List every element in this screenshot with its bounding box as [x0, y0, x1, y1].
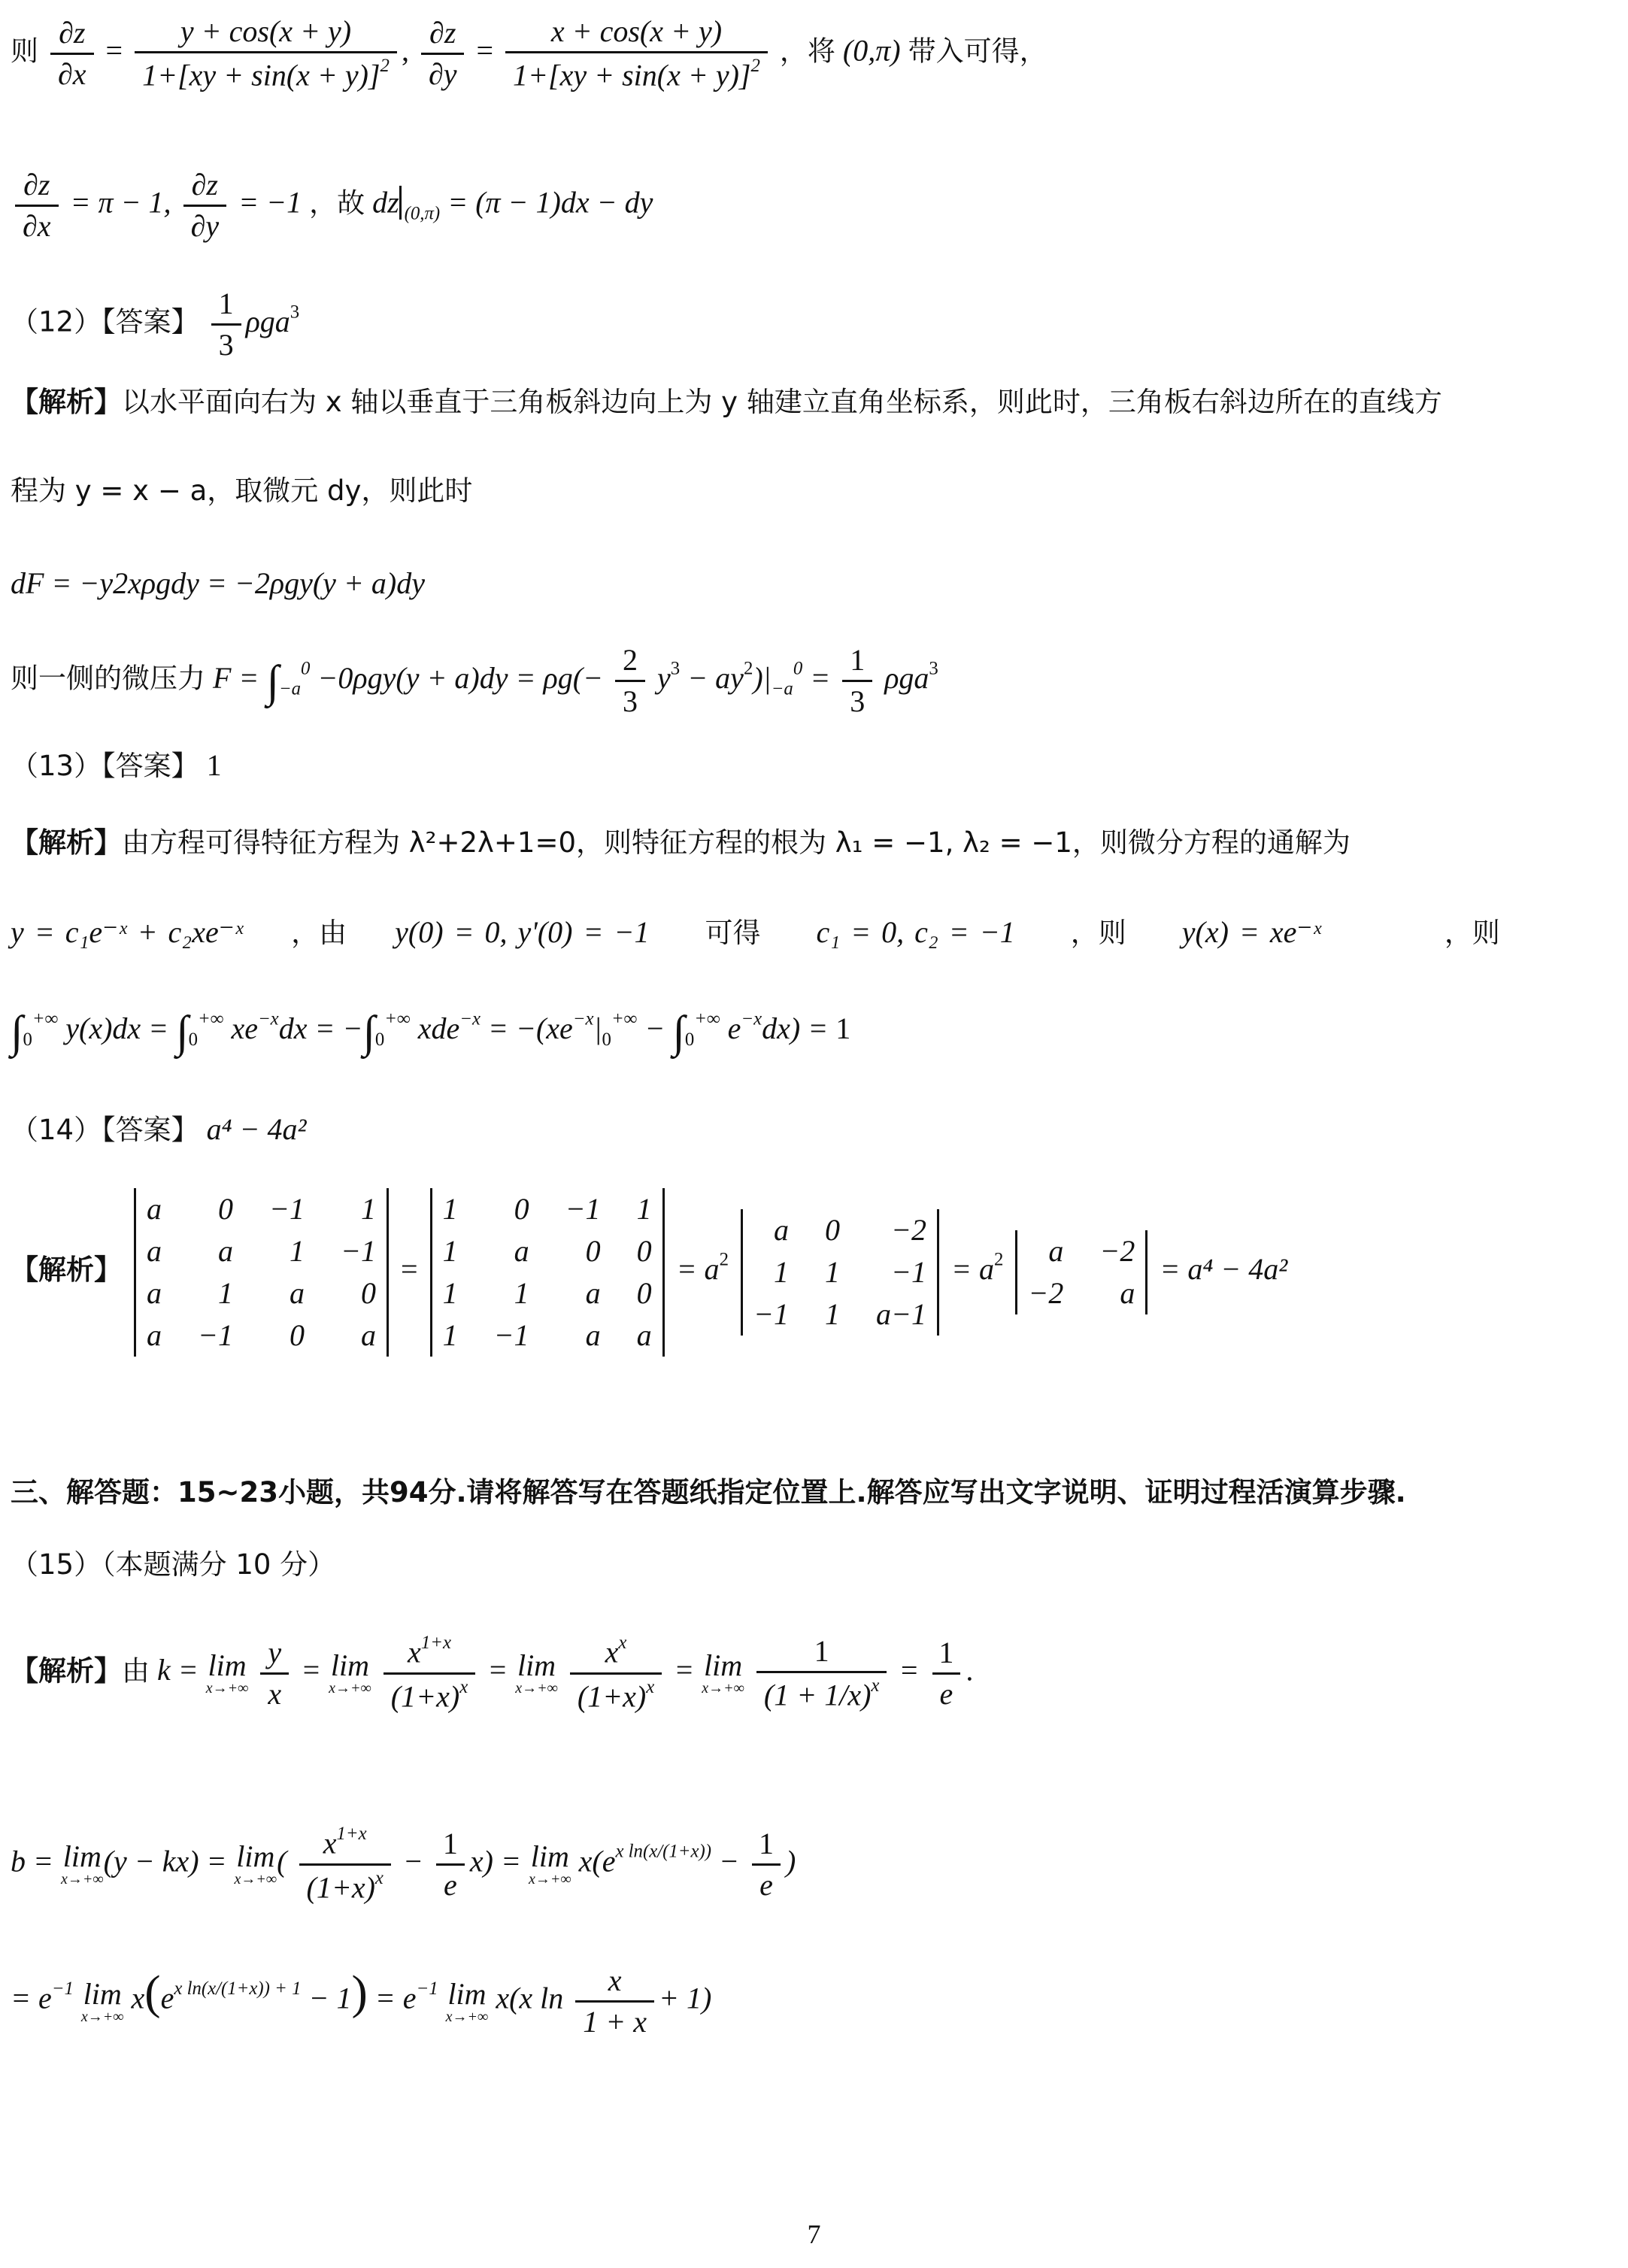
matrix-cell: −1 [890, 1255, 926, 1289]
result-2: = −1 [238, 185, 302, 220]
s13-text-1: 由方程可得特征方程为 λ²+2λ+1=0，则特征方程的根为 λ₁ = −1, λ₂ = −1，则微分方程的通解为 [122, 826, 1351, 859]
partial-y-frac: $\frac{x + \cos(x + y)}{1+[xy + \sin(x + y)]^2}$ [505, 14, 768, 94]
matrix-cell: a [1048, 1234, 1064, 1268]
dz-at: (0,π) [404, 203, 441, 224]
matrix-cell: a [147, 1318, 162, 1352]
dF-equation: dF = −y2xρgdy = −2ρgy(y + a)dy [11, 566, 425, 600]
s13-integral-line: $\int_0^{+\infty}$ $y(x)dx = \int_0^{+\infty}$ $xe^{-x}dx = -\int_0^{+\infty}$ $xde^{-x} = -(xe^{-x}|_0^{+\infty} - \int_0^{+\infty}$ $e^{-x}dx) = 1$ [11, 1007, 851, 1057]
matrix-cell: a [147, 1234, 162, 1268]
matrix-cell: 0 [290, 1318, 305, 1352]
initial-conditions: y(0) = 0, y'(0) = −1 [395, 915, 650, 949]
s15-b-line: b = lim x→+∞ (y − kx) = lim x→+∞ ( $\frac{x^{1+x}}{(1+x)^x}$ − $\frac{1}{e}$ x) = lim x→+∞ $x(e^{x ln(x/(1+x))}$ − $\frac{1}{e}$ ) [11, 1824, 796, 1905]
s12-analysis-text-2: 程为 y = x − a，取微元 dy，则此时 [11, 475, 473, 507]
matrix-cell: −1 [341, 1234, 376, 1268]
section-3-heading [11, 1474, 1406, 1510]
s12-analysis-text: 以水平面向右为 x 轴以垂直于三角板斜边向上为 y 轴建立直角坐标系，则此时，三角板右斜边所在的直线方 [122, 386, 1442, 418]
s15-analysis-label: 【解析】 [11, 1654, 122, 1687]
heading-text: 三、解答题：15~23小题，共94分.请将解答写在答题纸指定位置上.解答应写出文字说明、证明过程活演算步骤. [11, 1476, 1406, 1508]
matrix-cell: a [514, 1234, 529, 1268]
matrix-cell: a [218, 1234, 233, 1268]
matrix-cell: 1 [824, 1297, 840, 1331]
s14-answer: a⁴ − 4a² [206, 1112, 307, 1146]
dz-dx-frac: $\frac{\partial z}{\partial x}$ [50, 15, 94, 92]
matrix-cell: a [585, 1318, 601, 1352]
matrix-cell: 1 [773, 1255, 789, 1289]
gu-text: ，故 [309, 186, 365, 220]
s15-k-line: 【解析】由 k = lim x→+∞ $\frac{y}{x}$ = lim x→+∞ $\frac{x^{1+x}}{(1+x)^x}$ = lim x→+∞ $\frac{x^x}{(1+x)^x}$ = lim x→+∞ $\frac{1}{(1 + 1/x)^x}$ = $\frac{1}{e}$ . [11, 1633, 974, 1714]
point-text: (0,π) [842, 33, 901, 68]
matrix-cell: a [1120, 1276, 1135, 1310]
dz-lhs: dz [372, 185, 399, 220]
determinant-2 [430, 1188, 665, 1357]
s13-answer: 1 [206, 748, 222, 782]
matrix-cell: 1 [824, 1255, 840, 1289]
force-text: 则一侧的微压力 [11, 662, 205, 695]
dz-rhs: = (π − 1)dx − dy [447, 185, 653, 220]
matrix-cell: 1 [218, 1276, 233, 1310]
dz-dy-frac-2: $\frac{\partial z}{\partial y}$ [183, 167, 227, 244]
matrix-cell: 1 [514, 1276, 529, 1310]
matrix-cell: a [290, 1276, 305, 1310]
matrix-cell: −1 [269, 1192, 305, 1226]
s12-analysis-label: 【解析】 [11, 386, 122, 418]
matrix-cell: 1 [636, 1192, 652, 1226]
s12-answer-line: （12）【答案】 $\frac{1}{3}$ ρga$^3$ [11, 287, 300, 362]
matrix-cell: 1 [442, 1318, 458, 1352]
s14-answer-line [11, 1111, 306, 1148]
constants: c₁ = 0, c₂ = −1 [816, 915, 1015, 949]
page-number: 7 [807, 2219, 821, 2249]
obtain-text: 带入可得， [908, 35, 1047, 68]
one-third-frac-2: $\frac{1}{3}$ [842, 642, 872, 720]
s11-line-2 [11, 167, 653, 244]
can-get-text: 可得 [705, 917, 761, 949]
s11-line-1: 则 $\frac{\partial z}{\partial x}$ = $\frac{y + \cos(x + y)}{1+[xy + \sin(x + y)]^2}$ , $\frac{\partial z}{\partial y}$ = $\frac{x + \cos(x + y)}{1+[xy + \sin(x + y)]^2}$ ，将 (0,π) 带入可得， [11, 14, 1047, 92]
two-thirds-frac: $\frac{2}{3}$ [615, 642, 645, 720]
matrix-cell: −1 [493, 1318, 529, 1352]
s12-dF-line [11, 565, 425, 602]
matrix-cell: a [636, 1318, 652, 1352]
determinant-3 [741, 1209, 939, 1336]
matrix-cell: a [773, 1213, 789, 1247]
then-text-2: ，则 [1444, 917, 1500, 949]
s14-label: （14）【答案】 [11, 1114, 199, 1146]
matrix-cell: −2 [890, 1213, 926, 1247]
particular-solution: y(x) = xe⁻ˣ [1181, 915, 1321, 949]
s12-analysis-line-2 [11, 472, 472, 508]
matrix-cell: −2 [1028, 1276, 1064, 1310]
s13-analysis-label: 【解析】 [11, 826, 122, 859]
dz-dx-frac-2: $\frac{\partial z}{\partial x}$ [15, 167, 59, 244]
s12-analysis-line-1 [11, 384, 1442, 420]
by-text: ，由 [291, 917, 347, 949]
s13-analysis-line [11, 824, 1351, 860]
matrix-cell: 0 [361, 1276, 376, 1310]
matrix-cell: 0 [636, 1234, 652, 1268]
s15-label-line [11, 1546, 335, 1582]
s15-final-line: = $e^{-1}$ lim x→+∞ $x(e^{x ln(x/(1+x)) + 1} - 1) = e^{-1}$ lim x→+∞ x(x ln $\frac{x}{1 + x}$ + 1) [11, 1963, 712, 2039]
matrix-cell: 1 [442, 1234, 458, 1268]
matrix-cell: 1 [361, 1192, 376, 1226]
matrix-cell: 0 [636, 1276, 652, 1310]
determinant-1 [134, 1188, 389, 1357]
matrix-cell: −1 [753, 1297, 789, 1331]
matrix-cell: 1 [442, 1276, 458, 1310]
matrix-cell: 0 [218, 1192, 233, 1226]
then-text: ，则 [1070, 917, 1126, 949]
matrix-cell: 0 [514, 1192, 529, 1226]
matrix-cell: a [147, 1192, 162, 1226]
matrix-cell: 1 [442, 1192, 458, 1226]
matrix-cell: −1 [565, 1192, 601, 1226]
s13-solution-line [11, 914, 1500, 951]
one-third-frac: $\frac{1}{3}$ [211, 286, 241, 363]
carry-in-text: ，将 [779, 35, 835, 68]
partial-x-frac: $\frac{y + \cos(x + y)}{1+[xy + \sin(x + y)]^2}$ [135, 14, 397, 94]
matrix-cell: a [361, 1318, 376, 1352]
result-1: = π − 1, [70, 185, 171, 220]
s15-you: 由 [122, 1654, 150, 1687]
matrix-cell: −2 [1099, 1234, 1135, 1268]
matrix-cell: a−1 [875, 1297, 926, 1331]
matrix-cell: a [147, 1276, 162, 1310]
s13-label: （13）【答案】 [11, 750, 199, 782]
matrix-cell: 0 [585, 1234, 601, 1268]
s15-label: （15）（本题满分 10 分） [11, 1548, 336, 1581]
s12-label: （12）【答案】 [11, 305, 199, 338]
matrix-cell: −1 [198, 1318, 233, 1352]
matrix-cell: a [585, 1276, 601, 1310]
s11-ze: 则 [11, 35, 38, 68]
s14-analysis-label: 【解析】 [11, 1254, 122, 1287]
s12-force-line: 则一侧的微压力 $F = \int_{-a}^0 -0\rho gy(y + a)dy = \rho g(-$ $\frac{2}{3}$ $y^3 - ay^2)|_{-a}^0$ = $\frac{1}{3}$ ρga$^3$ [11, 643, 938, 718]
dz-dy-frac: $\frac{\partial z}{\partial y}$ [421, 15, 465, 92]
matrix-cell: 0 [824, 1213, 840, 1247]
s13-answer-line [11, 747, 222, 784]
matrix-cell: 1 [290, 1234, 305, 1268]
s14-determinant-line: 【解析】 a 0 −1 1 a a 1 −1 a 1 a 0 a −1 0 a = 1 0 −1 1 1 a 0 0 1 1 a 0 1 −1 a a = $a^2$ a 0 −2 1 1 −1 −1 1 a−1 = $a^2$ a −2 −2 a = a⁴ − 4a² [11, 1188, 1287, 1357]
general-solution: y = c₁e⁻ˣ + c₂xe⁻ˣ [11, 915, 244, 949]
s14-result: = a⁴ − 4a² [1160, 1252, 1288, 1287]
determinant-4 [1015, 1230, 1147, 1314]
